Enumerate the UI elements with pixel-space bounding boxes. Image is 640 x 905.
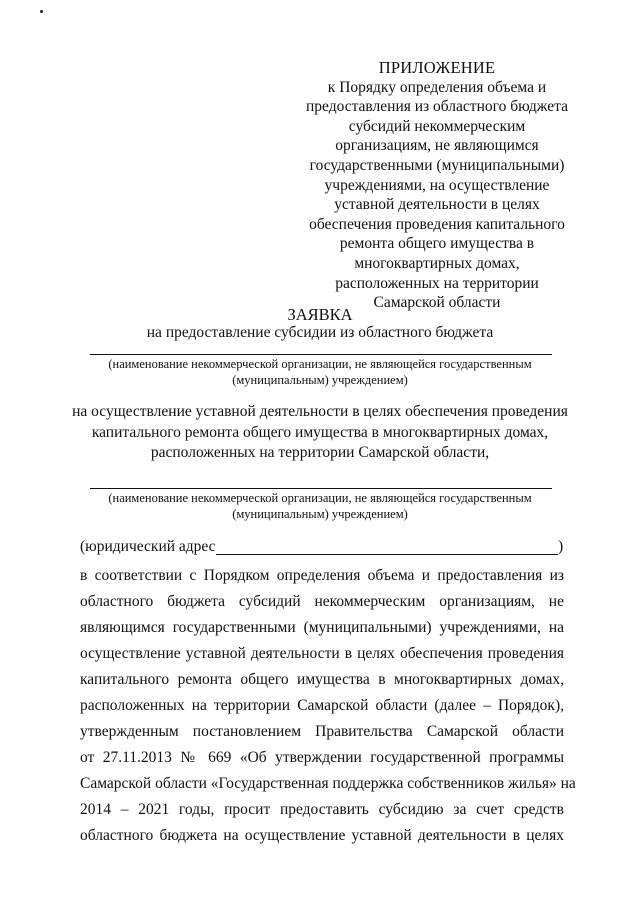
application-title: ЗАЯВКА [287, 305, 353, 324]
appendix-line: к Порядку определения объема и [327, 78, 547, 96]
organization-name-line-2[interactable] [90, 488, 552, 489]
appendix-line: государственными (муниципальными) [309, 156, 565, 174]
caption-line: (наименование некоммерческой организации, не являющейся государственным [108, 357, 532, 371]
body-line: областного бюджета субсидий некоммерческим организациям, не [80, 593, 564, 610]
body-line: в соответствии с Порядком определения объема и предоставления из [80, 567, 564, 584]
scan-speck [40, 10, 43, 13]
body-line: расположенных на территории Самарской области (далее – Порядок), [80, 697, 564, 714]
appendix-line: ремонта общего имущества в [339, 235, 535, 253]
body-line: Самарской области «Государственная поддержка собственников жилья» на [80, 775, 576, 792]
legal-address-close: ) [558, 538, 564, 555]
purpose-line: расположенных на территории Самарской области, [150, 444, 490, 461]
caption-line: (муниципальным) учреждением) [232, 372, 408, 387]
caption-line: (муниципальным) учреждением) [232, 506, 408, 521]
appendix-line: расположенных на территории [335, 274, 539, 292]
appendix-block [296, 58, 578, 313]
appendix-heading: ПРИЛОЖЕНИЕ [378, 58, 496, 77]
body-line: 2014 – 2021 годы, просит предоставить субсидию за счет средств [80, 801, 564, 818]
legal-address-label: (юридический адрес [80, 538, 216, 555]
legal-address-row [80, 537, 565, 557]
body-line: утвержденным постановлением Правительства Самарской области [80, 723, 564, 740]
legal-address-field[interactable] [216, 554, 558, 555]
organization-name-line-1[interactable] [90, 354, 552, 355]
body-line: являющимся государственными (муниципальными) учреждениями, на [80, 619, 564, 636]
body-line: областного бюджета на осуществление уставной деятельности в целях [80, 827, 564, 844]
purpose-line: капитального ремонта общего имущества в многоквартирных домах, [91, 423, 549, 441]
appendix-line: обеспечения проведения капитального [309, 215, 565, 233]
caption-line: (наименование некоммерческой организации, не являющейся государственным [108, 491, 532, 505]
appendix-line: уставной деятельности в целях [334, 196, 540, 214]
organization-name-caption-2 [80, 491, 560, 522]
body-line: от 27.11.2013 № 669 «Об утверждении государственной программы [80, 749, 564, 766]
appendix-line: учреждениями, на осуществление [324, 176, 550, 194]
organization-name-caption-1 [80, 357, 560, 388]
body-line: осуществление уставной деятельности в целях обеспечения проведения [80, 645, 564, 662]
purpose-text [60, 402, 580, 464]
appendix-line: организациям, не являющимся [335, 137, 539, 155]
application-subtitle: на предоставление субсидии из областного бюджета [146, 324, 494, 341]
appendix-line: многоквартирных домах, [354, 254, 520, 272]
appendix-line: субсидий некоммерческим [348, 117, 526, 135]
purpose-line: на осуществление уставной деятельности в целях обеспечения проведения [72, 403, 568, 420]
appendix-line: предоставления из областного бюджета [305, 98, 569, 116]
appendix-line: Самарской области [373, 294, 501, 312]
body-line: капитального ремонта общего имущества в многоквартирных домах, [80, 671, 564, 688]
